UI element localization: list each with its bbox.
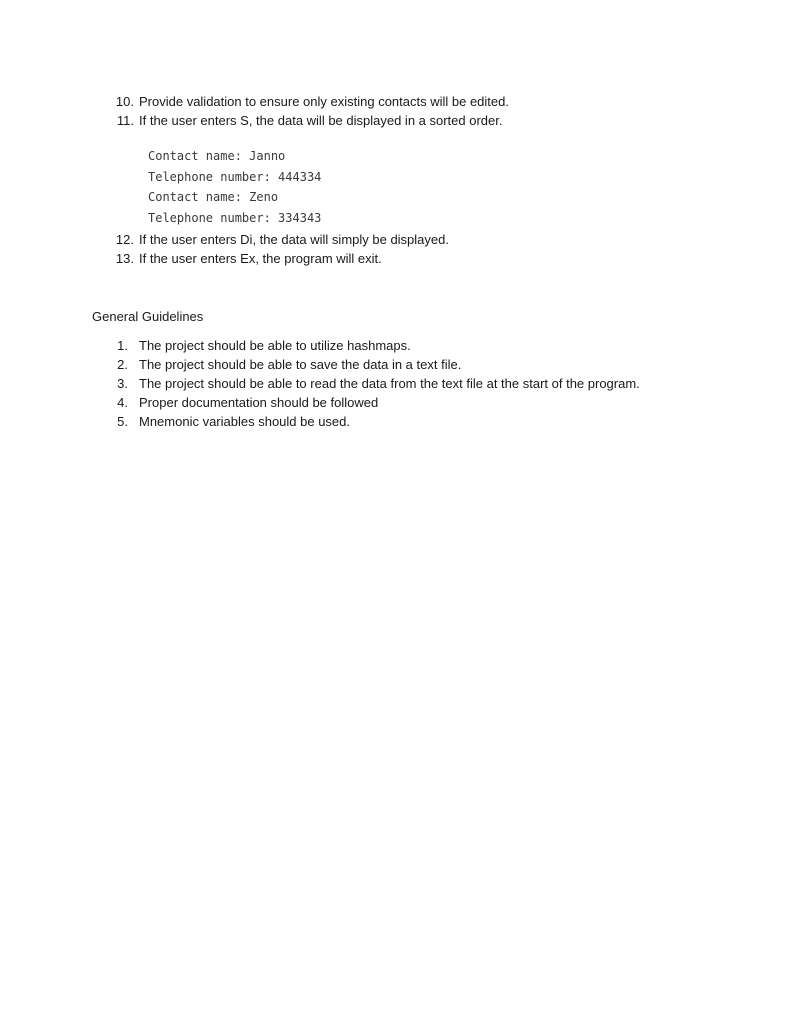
list-item-text: Mnemonic variables should be used. [139,414,351,429]
list-item-text: If the user enters Di, the data will simply be displayed. [139,232,449,247]
code-line: Telephone number: 334343 [148,210,322,225]
code-line: Telephone number: 444334 [148,169,322,184]
list-item-number: 4. [117,395,128,410]
list-item-number: 10. [115,94,134,109]
list-item-text: The project should be able to read the data from the text file at the start of the program. [139,376,640,391]
list-item-text: The project should be able to utilize hashmaps. [139,338,411,353]
list-item-number: 11. [116,113,134,128]
list-item-number: 2. [117,357,128,372]
sample-output-code-block [148,146,321,228]
code-line: Contact name: Zeno [148,190,279,204]
list-item-number: 13. [115,251,134,266]
list-item-number: 5. [117,414,128,429]
section-heading: General Guidelines [92,309,204,324]
list-item-text: If the user enters S, the data will be displayed in a sorted order. [139,113,503,128]
list-item-number: 3. [117,376,128,391]
list-item-number: 12. [115,232,134,247]
list-item-text: The project should be able to save the data in a text file. [139,357,462,372]
list-item-text: Provide validation to ensure only existing contacts will be edited. [139,94,509,109]
list-item-text: Proper documentation should be followed [139,395,379,410]
list-item-number: 1. [117,338,128,353]
list-item-text: If the user enters Ex, the program will exit. [139,251,382,266]
code-line: Contact name: Janno [148,149,286,163]
